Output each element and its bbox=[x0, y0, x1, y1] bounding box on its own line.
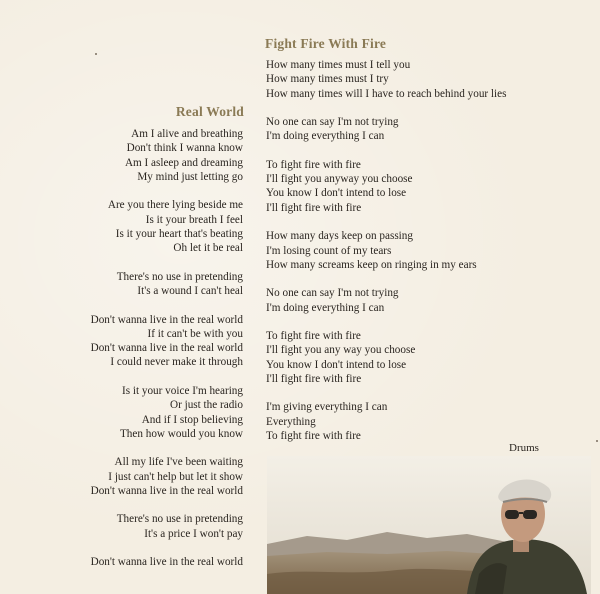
lyric-line: All my life I've been waiting bbox=[114, 456, 243, 469]
lyric-line: I just can't help but let it show bbox=[108, 470, 243, 483]
stanza bbox=[43, 270, 243, 299]
lyric-line: How many days keep on passing bbox=[266, 230, 413, 243]
drummer-photo-image bbox=[267, 456, 591, 594]
stanza bbox=[266, 158, 586, 215]
lyric-line: No one can say I'm not trying bbox=[266, 116, 399, 129]
stanza bbox=[43, 555, 243, 569]
lyric-line: How many times will I have to reach behind your lies bbox=[266, 87, 507, 100]
lyric-line: There's no use in pretending bbox=[116, 513, 243, 526]
paper-speck bbox=[596, 440, 598, 442]
lyric-line: Or just the radio bbox=[169, 399, 243, 412]
stanza bbox=[43, 127, 243, 184]
lyric-line: Don't wanna live in the real world bbox=[90, 342, 243, 355]
lyric-line: To fight fire with fire bbox=[266, 430, 361, 443]
stanza bbox=[266, 58, 586, 101]
lyric-line: Is it your voice I'm hearing bbox=[121, 384, 243, 397]
paper-speck bbox=[95, 53, 97, 55]
lyric-line: I'm doing everything I can bbox=[266, 130, 385, 143]
lyric-line: No one can say I'm not trying bbox=[266, 287, 399, 300]
stanza bbox=[43, 384, 243, 441]
stanza bbox=[43, 313, 243, 370]
stanza bbox=[43, 455, 243, 498]
drummer-photo bbox=[267, 456, 591, 594]
lyric-line: It's a price I won't pay bbox=[144, 527, 243, 540]
stanza bbox=[266, 329, 586, 386]
lyric-line: You know I don't intend to lose bbox=[266, 358, 407, 371]
lyric-line: Am I asleep and dreaming bbox=[124, 156, 243, 169]
stanza bbox=[266, 115, 586, 144]
lyric-line: How many times must I try bbox=[266, 73, 389, 86]
lyric-line: Oh let it be real bbox=[173, 242, 243, 255]
stanza bbox=[266, 286, 586, 315]
lyric-line: I'll fight you any way you choose bbox=[266, 344, 416, 357]
lyric-line: I'll fight fire with fire bbox=[266, 372, 362, 385]
real-world-title: Real World bbox=[175, 104, 244, 119]
lyric-line: How many screams keep on ringing in my ears bbox=[266, 258, 477, 271]
lyric-line: There's no use in pretending bbox=[116, 270, 243, 283]
lyric-line: I'll fight you anyway you choose bbox=[266, 173, 413, 186]
stanza bbox=[266, 400, 586, 443]
photo-caption: Drums bbox=[509, 442, 539, 454]
fight-fire-lyrics bbox=[266, 58, 586, 458]
lyric-line: Am I alive and breathing bbox=[131, 128, 243, 140]
real-world-lyrics bbox=[43, 127, 243, 584]
lyric-line: Is it your breath I feel bbox=[145, 213, 243, 226]
lyric-line: Everything bbox=[266, 415, 316, 428]
lyric-line: Then how would you know bbox=[119, 427, 243, 440]
fight-fire-title: Fight Fire With Fire bbox=[265, 36, 387, 51]
lyric-line: If it can't be with you bbox=[147, 327, 243, 340]
lyric-line: Is it your heart that's beating bbox=[115, 227, 243, 240]
lyric-line: I'll fight fire with fire bbox=[266, 201, 362, 214]
lyric-line: To fight fire with fire bbox=[266, 330, 361, 343]
lyric-line: I'm losing count of my tears bbox=[266, 244, 392, 257]
lyric-line: Don't wanna live in the real world bbox=[90, 313, 243, 326]
lyric-line: I'm giving everything I can bbox=[266, 401, 388, 414]
lyric-line: My mind just letting go bbox=[137, 170, 243, 183]
stanza bbox=[43, 198, 243, 255]
lyric-line: And if I stop believing bbox=[141, 413, 243, 426]
lyric-line: Don't think I wanna know bbox=[126, 142, 243, 155]
lyric-line: Don't wanna live in the real world bbox=[90, 484, 243, 497]
lyric-line: To fight fire with fire bbox=[266, 158, 361, 171]
lyric-line: How many times must I tell you bbox=[266, 59, 411, 71]
stanza bbox=[43, 512, 243, 541]
lyric-line: It's a wound I can't heal bbox=[137, 285, 243, 298]
lyric-line: Don't wanna live in the real world bbox=[90, 556, 243, 569]
lyric-line: I'm doing everything I can bbox=[266, 301, 385, 314]
lyric-line: You know I don't intend to lose bbox=[266, 187, 407, 200]
lyric-line: I could never make it through bbox=[110, 356, 243, 369]
lyric-line: Are you there lying beside me bbox=[107, 199, 243, 212]
stanza bbox=[266, 229, 586, 272]
